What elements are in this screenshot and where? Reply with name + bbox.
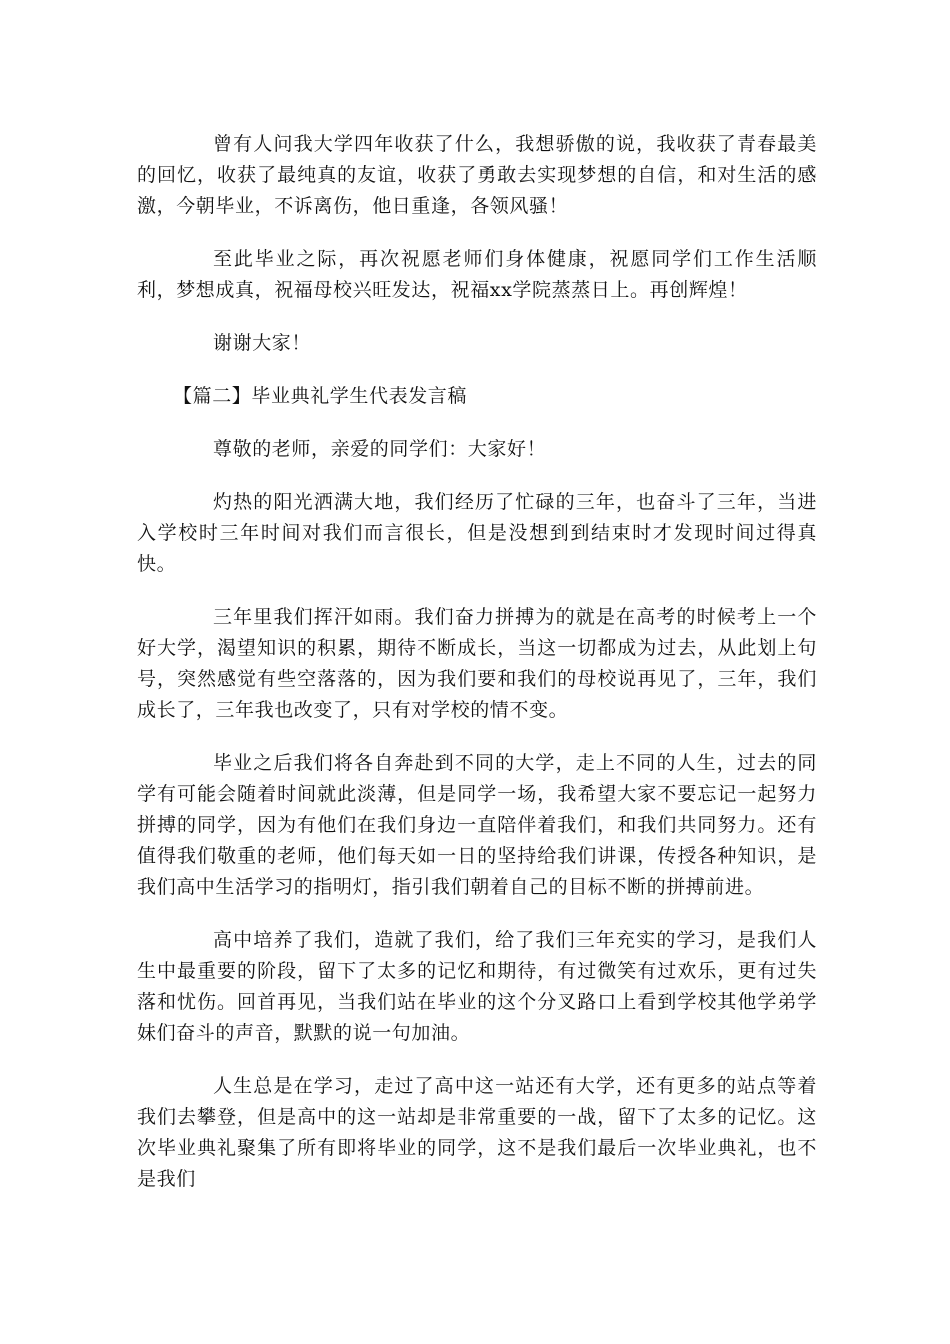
paragraph-after-graduation: 毕业之后我们将各自奔赴到不同的大学，走上不同的人生，过去的同学有可能会随着时间就此淡薄，但是同学一场，我希望大家不要忘记一起努力拼搏的同学，因为有他们在我们身边一直陪伴着我们，和我们共同努力。还有值得我们敬重的老师，他们每天如一日的坚持给我们讲课，传授各种知识，是我们高中生活学习的指明灯，指引我们朝着自己的目标不断的拼搏前进。: [137, 752, 817, 898]
paragraph-high-school: 高中培养了我们，造就了我们，给了我们三年充实的学习，是我们人生中最重要的阶段，留下了太多的记忆和期待，有过微笑有过欢乐，更有过失落和忧伤。回首再见，当我们站在毕业的这个分叉路口上看到学校其他学弟学妹们奋斗的声音，默默的说一句加油。: [137, 929, 817, 1044]
document-page: [137, 129, 817, 1217]
paragraph-three-years: 三年里我们挥汗如雨。我们奋力拼搏为的就是在高考的时候考上一个好大学，渴望知识的积累，期待不断成长，当这一切都成为过去，从此划上句号，突然感觉有些空落落的，因为我们要和我们的母校说再见了，三年，我们成长了，三年我也改变了，只有对学校的情不变。: [137, 606, 817, 721]
section-heading: 【篇二】毕业典礼学生代表发言稿: [173, 385, 468, 407]
paragraph-wishes: 至此毕业之际，再次祝愿老师们身体健康，祝愿同学们工作生活顺利，梦想成真，祝福母校兴旺发达，祝福xx学院蒸蒸日上。再创辉煌！: [137, 248, 817, 301]
paragraph-life-learning: 人生总是在学习，走过了高中这一站还有大学，还有更多的站点等着我们去攀登，但是高中的这一站却是非常重要的一战，留下了太多的记忆。这次毕业典礼聚集了所有即将毕业的同学，这不是我们最后一次毕业典礼，也不是我们: [137, 1075, 817, 1190]
paragraph-sunlight: 灼热的阳光洒满大地，我们经历了忙碌的三年，也奋斗了三年，当进入学校时三年时间对我们而言很长，但是没想到到结束时才发现时间过得真快。: [137, 491, 817, 575]
paragraph-harvest: 曾有人问我大学四年收获了什么，我想骄傲的说，我收获了青春最美的回忆，收获了最纯真的友谊，收获了勇敢去实现梦想的自信，和对生活的感激，今朝毕业，不诉离伤，他日重逢，各领风骚！: [137, 133, 817, 217]
paragraph-greeting: 尊敬的老师，亲爱的同学们：大家好！: [213, 438, 547, 460]
paragraph-thanks: 谢谢大家！: [213, 332, 312, 354]
